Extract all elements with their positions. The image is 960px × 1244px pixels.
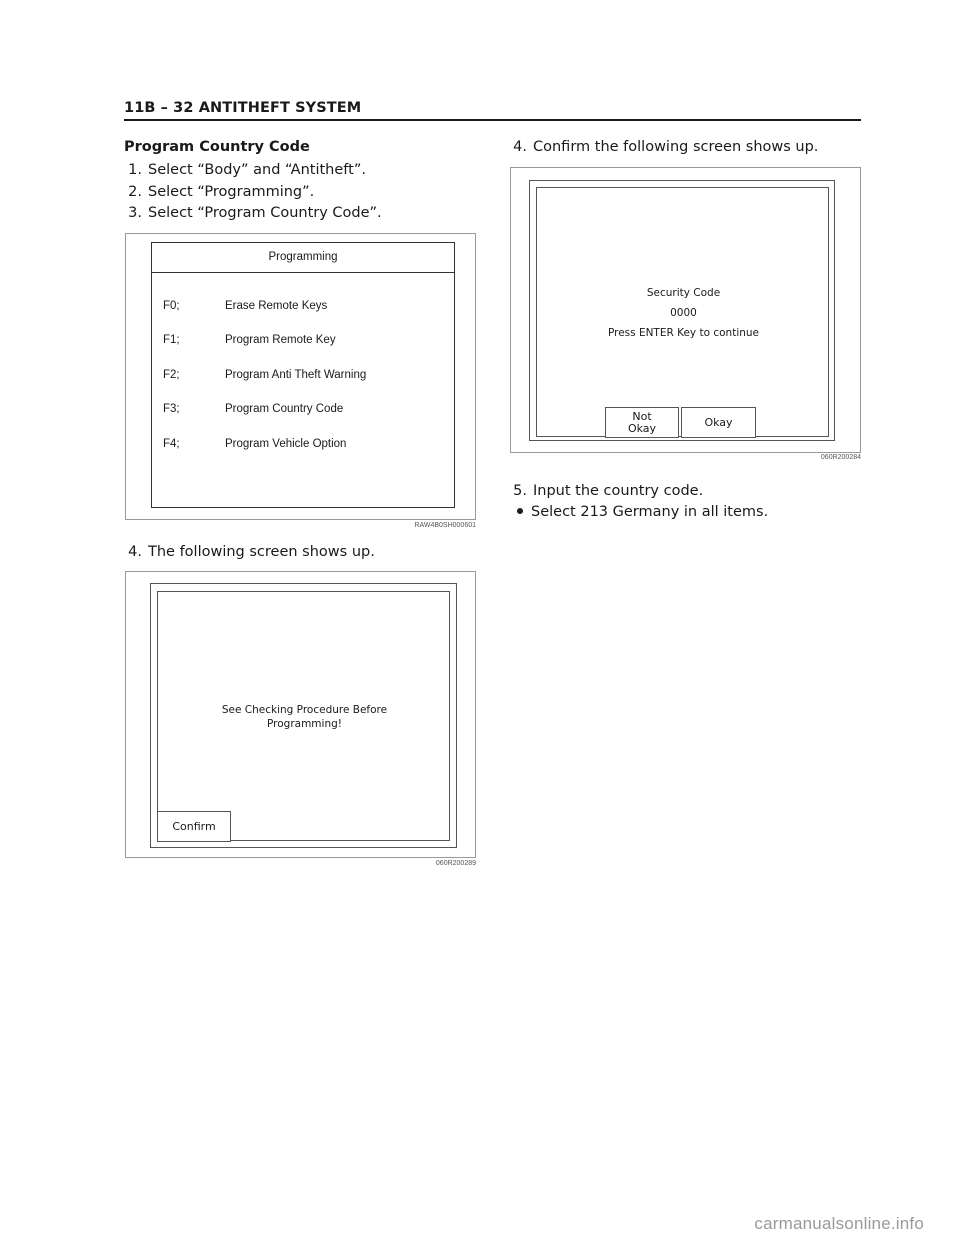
step-1 xyxy=(124,162,366,178)
step-text: Input the country code. xyxy=(533,483,704,499)
step-number: 2. xyxy=(128,184,142,200)
menu-item-label: Program Vehicle Option xyxy=(225,438,347,450)
menu-item-program-anti-theft-warning[interactable] xyxy=(163,369,366,381)
step-number: 4. xyxy=(128,544,142,560)
checking-message xyxy=(158,703,451,731)
not-okay-label-line-2: Okay xyxy=(627,421,657,435)
step-text: The following screen shows up. xyxy=(148,544,375,560)
menu-item-key: F4; xyxy=(163,438,180,450)
figure-code: 060R200289 xyxy=(435,860,476,867)
okay-button[interactable] xyxy=(681,407,756,438)
step-text: Select “Body” and “Antitheft”. xyxy=(148,162,366,178)
programming-menu-screen xyxy=(151,242,455,508)
security-screen-inner xyxy=(536,187,829,437)
security-code-value: 0000 xyxy=(670,307,697,319)
header-divider xyxy=(124,119,861,121)
step-4-left xyxy=(124,544,375,560)
step-text: Select “Programming”. xyxy=(148,184,315,200)
watermark: carmanualsonline.info xyxy=(754,1214,924,1233)
menu-item-label: Program Anti Theft Warning xyxy=(225,369,367,381)
security-instruction: Press ENTER Key to continue xyxy=(607,327,760,339)
checking-screen-outer xyxy=(150,583,457,848)
security-code-label: Security Code xyxy=(646,287,721,299)
figure-code: RAW4B0SH000601 xyxy=(414,522,476,529)
menu-item-key: F2; xyxy=(163,369,180,381)
menu-item-label: Program Country Code xyxy=(225,403,344,415)
menu-item-key: F3; xyxy=(163,403,180,415)
programming-menu-title: Programming xyxy=(152,243,454,273)
bullet-text: Select 213 Germany in all items. xyxy=(531,504,769,520)
okay-button-label: Okay xyxy=(704,415,733,429)
confirm-button-label: Confirm xyxy=(172,819,216,833)
bullet-item xyxy=(517,504,768,520)
checking-message-line-1: See Checking Procedure Before xyxy=(221,704,388,716)
bullet-icon xyxy=(517,508,523,514)
menu-item-erase-remote-keys[interactable] xyxy=(163,300,327,312)
page-header-title: 11B – 32 ANTITHEFT SYSTEM xyxy=(124,100,362,116)
step-text: Confirm the following screen shows up. xyxy=(533,139,819,155)
menu-item-program-vehicle-option[interactable] xyxy=(163,438,346,450)
checking-screen-inner xyxy=(157,591,450,841)
programming-menu-figure xyxy=(125,233,476,520)
section-heading: Program Country Code xyxy=(124,139,310,155)
step-4-right xyxy=(509,139,818,155)
step-2 xyxy=(124,184,314,200)
menu-item-program-country-code[interactable] xyxy=(163,403,343,415)
security-code-figure xyxy=(510,167,861,453)
step-number: 1. xyxy=(128,162,142,178)
checking-message-line-2: Programming! xyxy=(267,718,342,730)
step-3 xyxy=(124,205,382,221)
step-number: 3. xyxy=(128,205,142,221)
menu-item-key: F1; xyxy=(163,334,180,346)
step-number: 4. xyxy=(513,139,527,155)
menu-item-key: F0; xyxy=(163,300,180,312)
figure-code: 060R200284 xyxy=(820,454,861,461)
not-okay-button[interactable] xyxy=(605,407,679,438)
checking-procedure-figure xyxy=(125,571,476,858)
menu-item-label: Program Remote Key xyxy=(225,334,336,346)
not-okay-label-line-1: Not xyxy=(632,409,652,423)
confirm-button[interactable] xyxy=(157,811,231,842)
menu-item-program-remote-key[interactable] xyxy=(163,334,336,346)
step-text: Select “Program Country Code”. xyxy=(148,205,382,221)
step-number: 5. xyxy=(513,483,527,499)
step-5 xyxy=(509,483,703,499)
security-screen-outer xyxy=(529,180,835,441)
menu-item-label: Erase Remote Keys xyxy=(225,300,328,312)
